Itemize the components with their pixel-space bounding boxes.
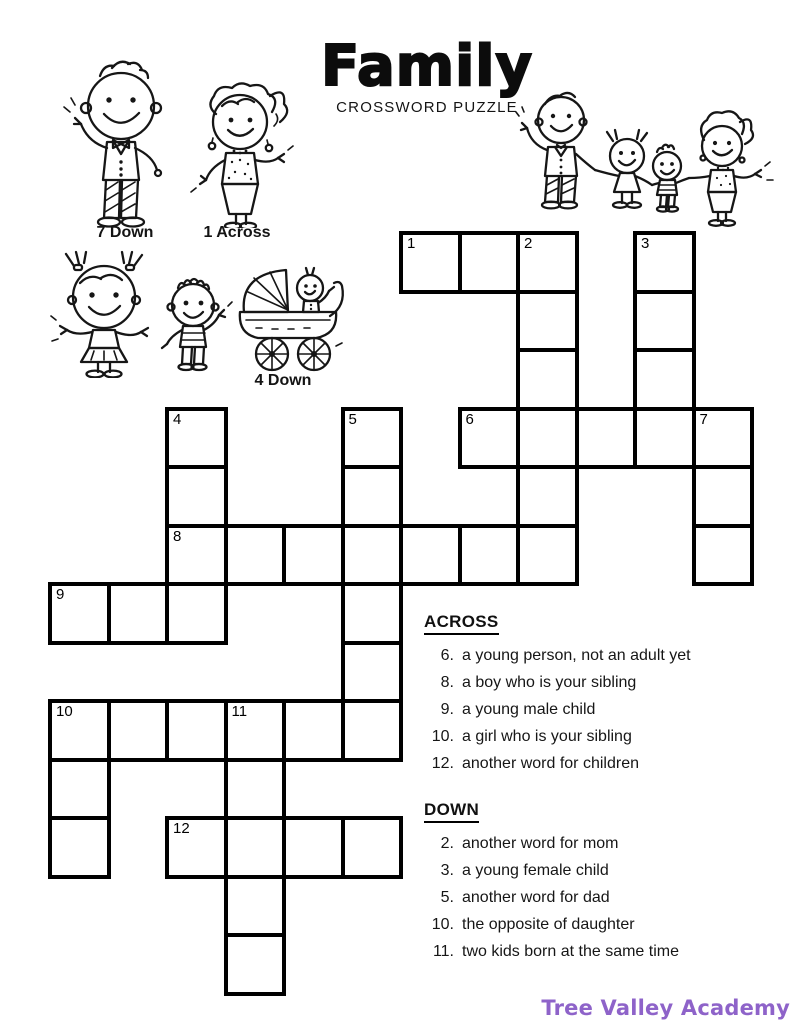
- across-clue: [424, 696, 784, 723]
- clue-text: a girl who is your sibling: [462, 728, 632, 745]
- mom-waving-icon: [188, 80, 296, 228]
- grid-cell-number: 8: [173, 527, 182, 545]
- grid-cell[interactable]: [399, 231, 462, 294]
- grid-cell-number: 7: [699, 410, 708, 428]
- grid-cell-number: 5: [348, 410, 357, 428]
- down-clue: [424, 884, 784, 911]
- grid-cell[interactable]: [341, 641, 404, 704]
- grid-cell[interactable]: [165, 407, 228, 470]
- grid-cell[interactable]: [633, 290, 696, 353]
- grid-cell-number: 10: [56, 703, 73, 720]
- grid-cell[interactable]: [633, 231, 696, 294]
- grid-cell[interactable]: [48, 699, 111, 762]
- clue-text: the opposite of daughter: [462, 916, 635, 933]
- grid-cell[interactable]: [224, 699, 287, 762]
- grid-cell[interactable]: [224, 875, 287, 938]
- clue-number: 9.: [440, 701, 454, 718]
- grid-cell[interactable]: [165, 465, 228, 528]
- grid-cell[interactable]: [224, 524, 287, 587]
- grid-cell[interactable]: [165, 816, 228, 879]
- grid-cell[interactable]: [165, 699, 228, 762]
- clue-text: another word for children: [462, 755, 639, 772]
- grid-cell[interactable]: [633, 348, 696, 411]
- grid-cell[interactable]: [516, 290, 579, 353]
- grid-cell[interactable]: [341, 816, 404, 879]
- grid-cell[interactable]: [224, 758, 287, 821]
- grid-cell[interactable]: [224, 816, 287, 879]
- grid-cell[interactable]: [516, 348, 579, 411]
- clue-number: 5.: [440, 889, 454, 906]
- grid-cell[interactable]: [282, 524, 345, 587]
- clue-text: a young female child: [462, 862, 609, 879]
- mom-illustration: [188, 80, 296, 228]
- clue-text: a young person, not an adult yet: [462, 647, 691, 664]
- girl-illustration: [48, 250, 160, 378]
- clue-number: 3.: [440, 862, 454, 879]
- grid-cell-number: 4: [173, 410, 182, 428]
- across-clue-list: [424, 642, 784, 777]
- baby-stroller-illustration: [226, 258, 348, 376]
- grid-cell[interactable]: [165, 582, 228, 645]
- grid-cell-number: 2: [524, 235, 533, 252]
- family-illustration: [515, 86, 787, 228]
- across-clues-section: [424, 612, 784, 777]
- grid-cell[interactable]: [458, 524, 521, 587]
- down-heading: DOWN: [424, 800, 479, 823]
- grid-cell[interactable]: [341, 699, 404, 762]
- dad-illustration-label: 7 Down: [96, 224, 154, 241]
- page-title: Family: [320, 34, 533, 99]
- grid-cell[interactable]: [458, 231, 521, 294]
- baby-in-stroller-icon: [226, 258, 348, 376]
- clue-text: two kids born at the same time: [462, 943, 679, 960]
- down-clue: [424, 857, 784, 884]
- girl-pigtails-icon: [48, 250, 160, 378]
- clue-number: 10.: [431, 916, 454, 933]
- little-boy-icon: [152, 276, 234, 373]
- mom-illustration-label: 1 Across: [203, 224, 271, 241]
- grid-cell[interactable]: [516, 407, 579, 470]
- grid-cell-number: 11: [231, 703, 248, 720]
- across-clue: [424, 750, 784, 777]
- grid-cell[interactable]: [341, 524, 404, 587]
- clue-text: another word for mom: [462, 835, 619, 852]
- grid-cell[interactable]: [516, 231, 579, 294]
- grid-cell[interactable]: [282, 699, 345, 762]
- clue-text: a boy who is your sibling: [462, 674, 637, 691]
- grid-cell[interactable]: [516, 524, 579, 587]
- grid-cell[interactable]: [224, 933, 287, 996]
- grid-cell[interactable]: [575, 407, 638, 470]
- grid-cell[interactable]: [341, 407, 404, 470]
- clue-number: 12.: [431, 755, 454, 772]
- across-clue: [424, 669, 784, 696]
- across-heading: ACROSS: [424, 612, 499, 635]
- boy-illustration: [152, 276, 234, 373]
- grid-cell[interactable]: [165, 524, 228, 587]
- down-clue: [424, 911, 784, 938]
- down-clue: [424, 938, 784, 965]
- grid-cell[interactable]: [692, 465, 755, 528]
- grid-cell[interactable]: [48, 582, 111, 645]
- grid-cell-number: 9: [56, 586, 65, 603]
- grid-cell-number: 1: [407, 235, 416, 252]
- grid-cell[interactable]: [633, 407, 696, 470]
- across-clue: [424, 642, 784, 669]
- across-clue: [424, 723, 784, 750]
- grid-cell[interactable]: [48, 816, 111, 879]
- family-of-four-icon: [515, 86, 787, 228]
- clue-number: 10.: [431, 728, 454, 745]
- grid-cell[interactable]: [48, 758, 111, 821]
- dad-waving-icon: [60, 56, 182, 228]
- grid-cell-number: 12: [173, 820, 190, 837]
- grid-cell-number: 3: [641, 235, 650, 252]
- clue-text: another word for dad: [462, 889, 610, 906]
- clue-number: 8.: [440, 674, 454, 691]
- site-watermark-link[interactable]: Tree Valley Academy: [541, 996, 790, 1020]
- grid-cell[interactable]: [692, 524, 755, 587]
- grid-cell[interactable]: [516, 465, 579, 528]
- down-clues-section: [424, 800, 784, 965]
- grid-cell[interactable]: [107, 582, 170, 645]
- dad-illustration: [60, 56, 182, 228]
- grid-cell[interactable]: [282, 816, 345, 879]
- clue-number: 11.: [432, 943, 454, 960]
- page-subtitle: CROSSWORD PUZZLE: [336, 98, 518, 116]
- clue-number: 2.: [440, 835, 454, 852]
- clue-number: 6.: [440, 647, 454, 664]
- grid-cell[interactable]: [692, 407, 755, 470]
- down-clue-list: [424, 830, 784, 965]
- down-clue: [424, 830, 784, 857]
- grid-cell[interactable]: [399, 524, 462, 587]
- grid-cell[interactable]: [458, 407, 521, 470]
- grid-cell[interactable]: [107, 699, 170, 762]
- stroller-illustration-label: 4 Down: [254, 372, 312, 389]
- grid-cell[interactable]: [341, 465, 404, 528]
- grid-cell-number: 6: [465, 410, 474, 428]
- grid-cell[interactable]: [341, 582, 404, 645]
- clue-text: a young male child: [462, 701, 596, 718]
